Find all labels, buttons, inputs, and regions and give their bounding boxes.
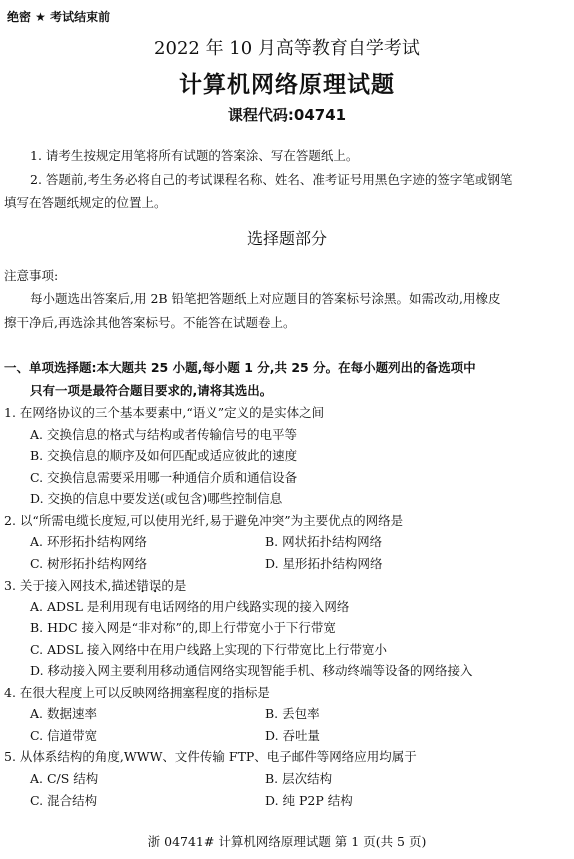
course-code: 课程代码:04741: [227, 106, 347, 124]
notice-2: 2. 答题前,考生务必将自己的考试课程名称、姓名、准考证号用黑色字迹的签字笔或钢笔: [30, 172, 513, 187]
attention-line-2: 擦干净后,再选涂其他答案标号。不能答在试题卷上。: [4, 315, 296, 330]
question-2-option-d: D. 星形拓扑结构网络: [265, 556, 383, 571]
question-3-stem-suffix: 的是: [161, 578, 187, 593]
question-2-option-c: C. 树形拓扑结构网络: [30, 556, 148, 571]
question-1-option-c: C. 交换信息需要采用哪一种通信介质和通信设备: [30, 470, 298, 485]
question-4-stem: 4. 在很大程度上可以反映网络拥塞程度的指标是: [4, 685, 270, 700]
question-1-stem: 1. 在网络协议的三个基本要素中,“语义”定义的是实体之间: [4, 405, 325, 420]
paper-title: 计算机网络原理试题: [179, 72, 395, 98]
emphasis-dot-word: 误: [148, 578, 162, 593]
notice-2-continued: 填写在答题纸规定的位置上。: [4, 195, 167, 210]
question-2-stem: 2. 以“所需电缆长度短,可以使用光纤,易于避免冲突”为主要优点的网络是: [4, 513, 404, 528]
page-footer: 浙 04741# 计算机网络原理试题 第 1 页(共 5 页): [147, 834, 427, 849]
question-3-option-a: A. ADSL 是利用现有电话网络的用户线路实现的接入网络: [30, 599, 350, 614]
question-4-option-b: B. 丢包率: [265, 706, 320, 721]
part-one-heading: 一、单项选择题:本大题共 25 小题,每小题 1 分,共 25 分。在每小题列出的备选项中: [4, 360, 476, 375]
question-3-option-b: B. HDC 接入网是“非对称”的,即上行带宽小于下行带宽: [30, 620, 336, 635]
question-1-option-b: B. 交换信息的顺序及如何匹配或适应彼此的速度: [30, 448, 298, 463]
question-3-stem: [4, 576, 186, 594]
notice-1: 1. 请考生按规定用笔将所有试题的答案涂、写在答题纸上。: [30, 148, 359, 163]
question-2-option-a: A. 环形拓扑结构网络: [30, 534, 147, 549]
question-5-option-a: A. C/S 结构: [30, 771, 99, 786]
attention-line-1: 每小题选出答案后,用 2B 铅笔把答题纸上对应题目的答案标号涂黑。如需改动,用橡皮: [30, 291, 501, 306]
emphasis-dot-word: 错: [136, 578, 149, 593]
attention-label: 注意事项:: [4, 268, 59, 283]
part-one-heading-continued: 只有一项是最符合题目要求的,请将其选出。: [30, 383, 273, 398]
exam-title: 2022 年 10 月高等教育自学考试: [154, 38, 420, 59]
question-4-option-d: D. 吞吐量: [265, 728, 321, 743]
question-5-stem: 5. 从体系结构的角度,WWW、文件传输 FTP、电子邮件等网络应用均属于: [4, 749, 417, 764]
question-4-option-a: A. 数据速率: [30, 706, 97, 721]
question-3-stem-prefix: 3. 关于接入网技术,描述: [4, 578, 137, 593]
question-3-option-c: C. ADSL 接入网络中在用户线路上实现的下行带宽比上行带宽小: [30, 642, 387, 657]
question-5-option-c: C. 混合结构: [30, 793, 98, 808]
section-title: 选择题部分: [246, 229, 327, 248]
confidential-label: 绝密 ★ 考试结束前: [7, 10, 111, 24]
question-5-option-d: D. 纯 P2P 结构: [265, 793, 353, 808]
question-2-option-b: B. 网状拓扑结构网络: [265, 534, 383, 549]
question-1-option-a: A. 交换信息的格式与结构或者传输信号的电平等: [30, 427, 297, 442]
question-3-option-d: D. 移动接入网主要利用移动通信网络实现智能手机、移动终端等设备的网络接入: [30, 663, 473, 678]
question-5-option-b: B. 层次结构: [265, 771, 333, 786]
question-4-option-c: C. 信道带宽: [30, 728, 98, 743]
question-1-option-d: D. 交换的信息中要发送(或包含)哪些控制信息: [30, 491, 283, 506]
